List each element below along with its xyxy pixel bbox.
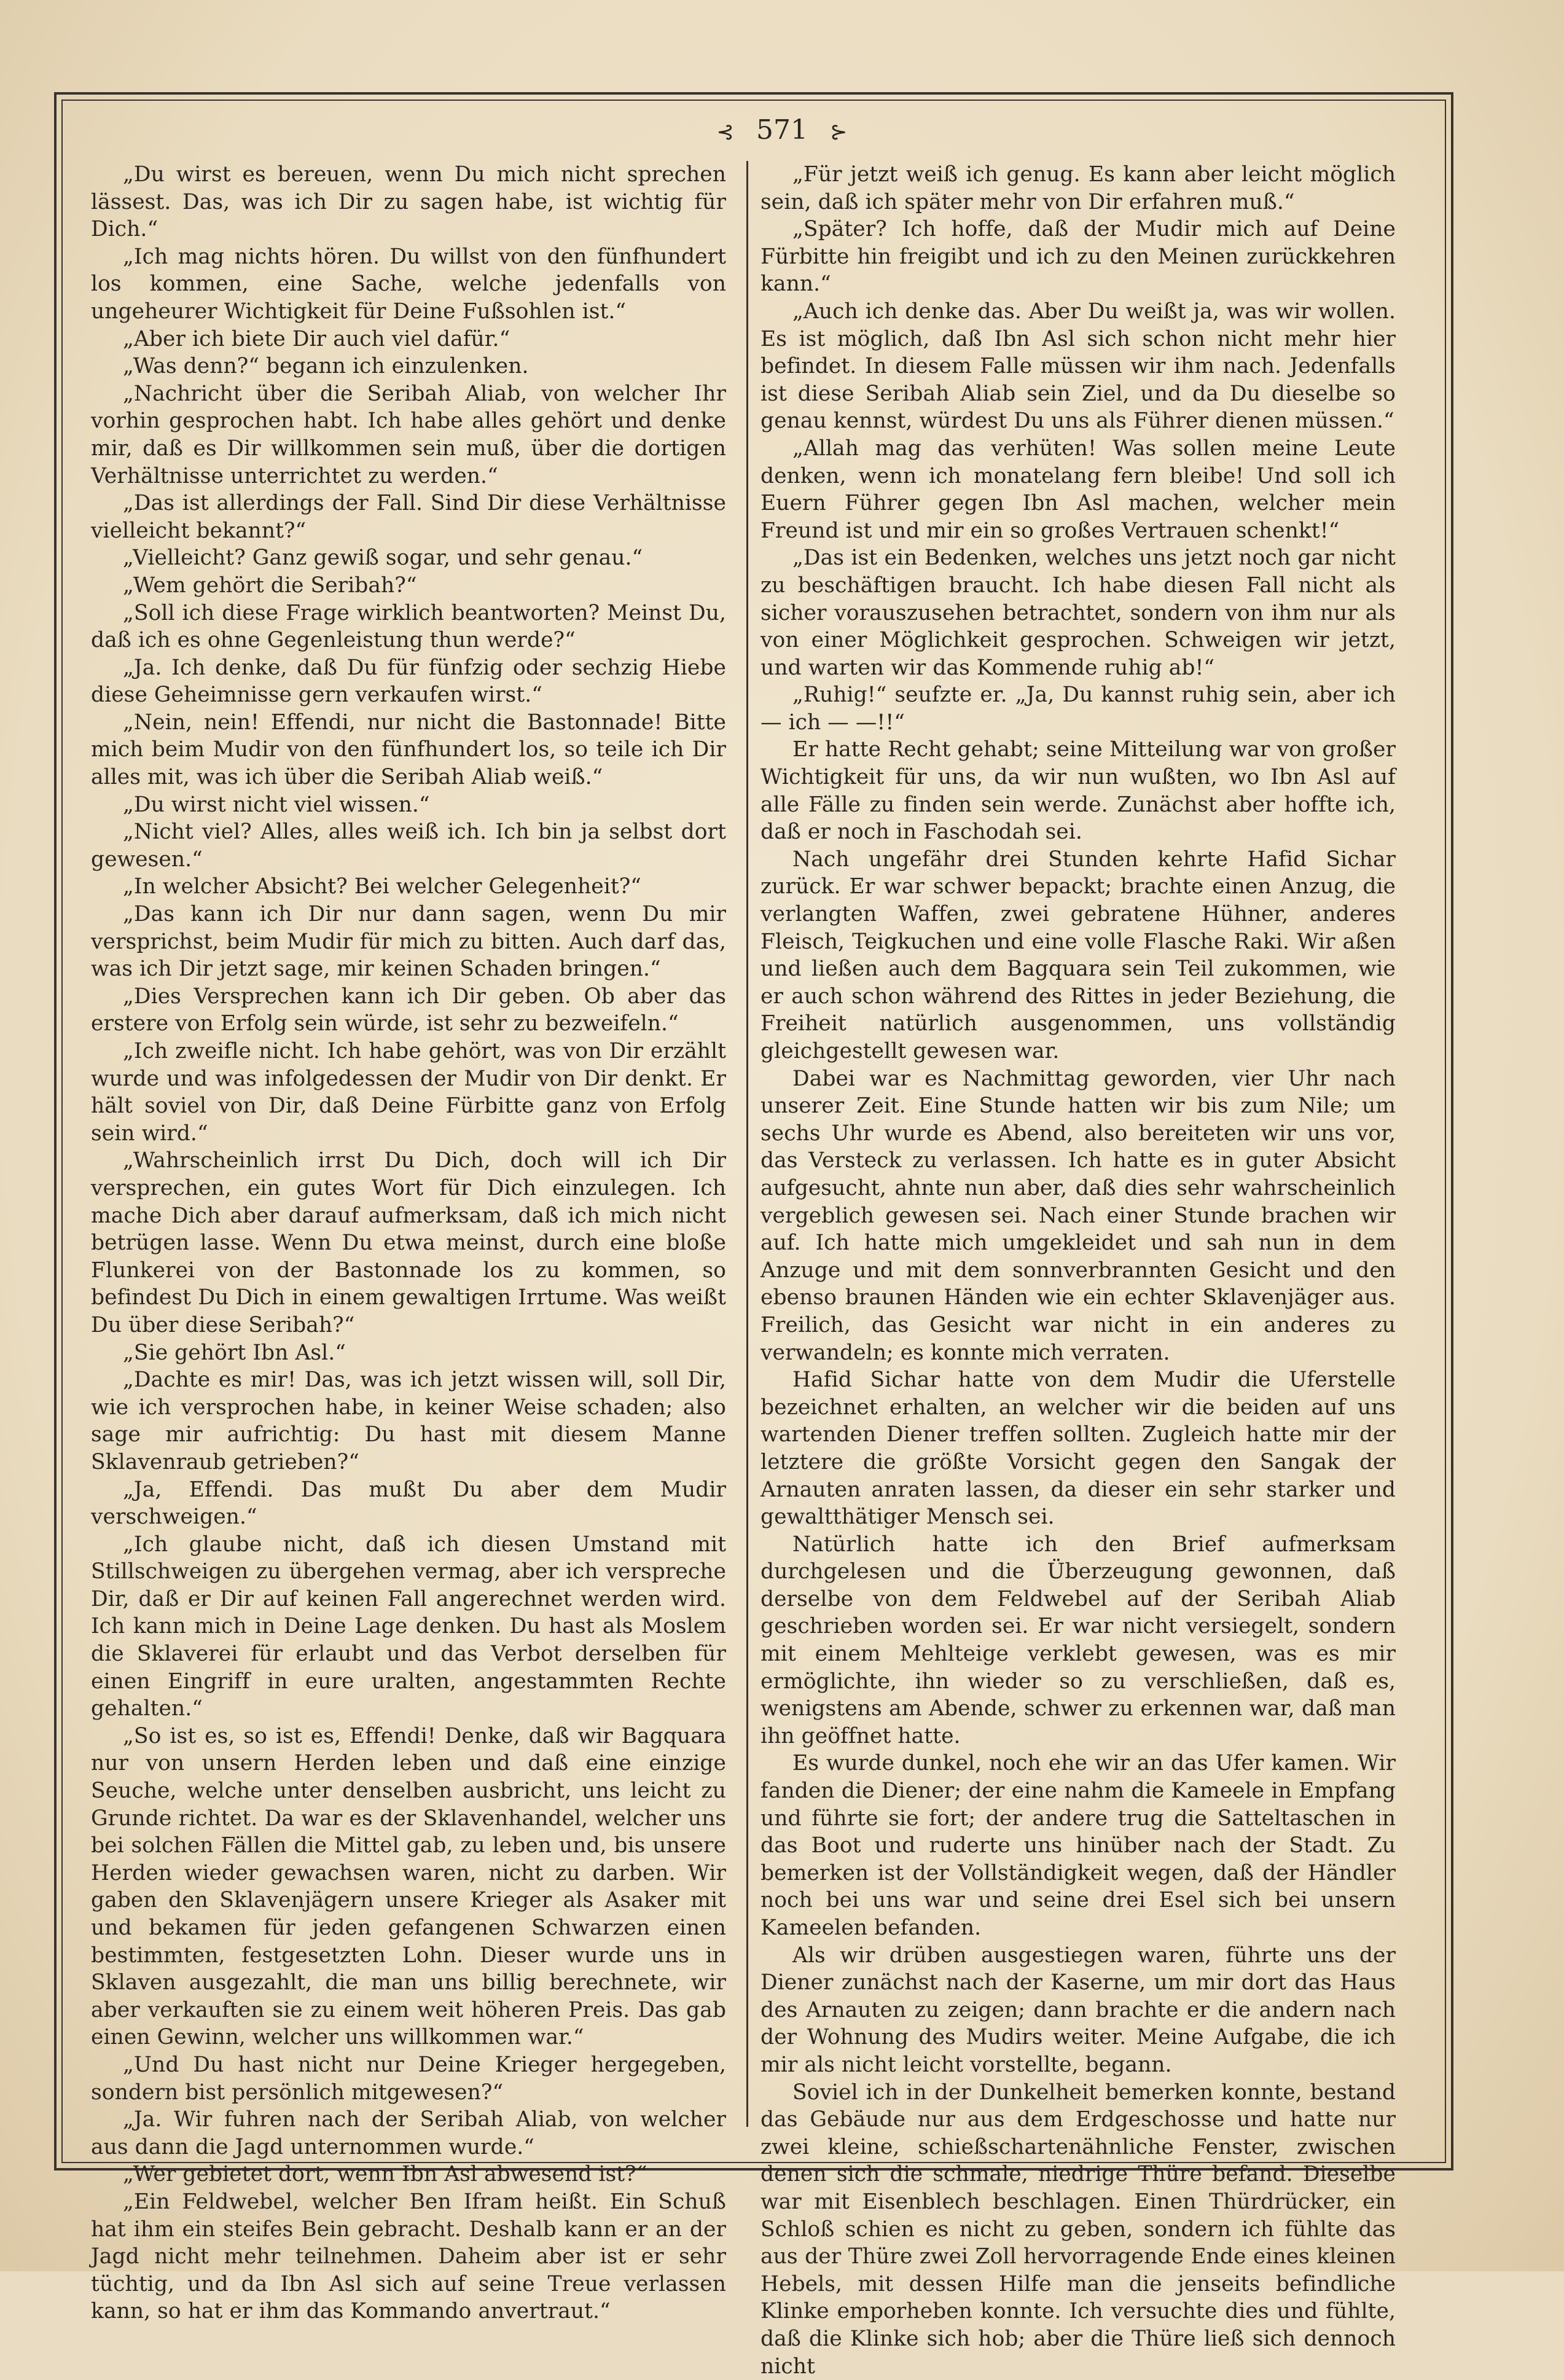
paragraph: „Nein, nein! Effendi, nur nicht die Bastonnade! Bitte mich beim Mudir von den fünfhundert los, so teile ich Dir alles mit, was ich über die Seribah Aliab weiß.“ [91, 710, 726, 790]
page-number: 571 [756, 114, 808, 146]
paragraph: „Du wirst nicht viel wissen.“ [123, 792, 430, 817]
paragraph: „Ich zweifle nicht. Ich habe gehört, was von Dir erzählt wurde und was infolgedessen der Mudir von Dir denkt. Er hält soviel von Dir, daß Deine Fürbitte ganz von Erfolg sein wird.“ [91, 1039, 726, 1146]
right-column [760, 161, 1396, 2379]
paragraph: „Du wirst es bereuen, wenn Du mich nicht sprechen lässest. Das, was ich Dir zu sagen habe, ist wichtig für Dich.“ [91, 162, 726, 242]
paragraph: „Soll ich diese Frage wirklich beantworten? Meinst Du, daß ich es ohne Gegenleistung thun werde?“ [91, 600, 726, 653]
paragraph: „Wer gebietet dort, wenn Ibn Asl abwesend ist?“ [123, 2162, 647, 2187]
paragraph: „Später? Ich hoffe, daß der Mudir mich auf Deine Fürbitte hin freigibt und ich zu den Meinen zurückkehren kann.“ [760, 217, 1396, 297]
paragraph: „In welcher Absicht? Bei welcher Gelegenheit?“ [123, 874, 641, 899]
paragraph: „Ich glaube nicht, daß ich diesen Umstand mit Stillschweigen zu übergehen vermag, aber ich verspreche Dir, daß er Dir auf keinen Fall angerechnet werden wird. Ich kann mich in Deine Lage denken. Du hast als Moslem die Sklaverei für erlaubt und das Verbot derselben für einen Eingriff in eure uralten, angestammten Rechte gehalten.“ [91, 1532, 726, 1721]
paragraph: „Wem gehört die Seribah?“ [123, 573, 417, 598]
paragraph: „Dies Versprechen kann ich Dir geben. Ob aber das erstere von Erfolg sein würde, ist sehr zu bezweifeln.“ [91, 984, 726, 1036]
paragraph: „Für jetzt weiß ich genug. Es kann aber leicht möglich sein, daß ich später mehr von Dir erfahren muß.“ [760, 162, 1396, 214]
paragraph: Nach ungefähr drei Stunden kehrte Hafid Sichar zurück. Er war schwer bepackt; brachte einen Anzug, die verlangten Waffen, zwei gebratene Hühner, anderes Fleisch, Teigkuchen und eine volle Flasche Raki. Wir aßen und ließen auch dem Bagquara sein Teil zukommen, wie er auch schon während des Rittes in jeder Beziehung, die Freiheit natürlich ausgenommen, uns vollständig gleichgestellt gewesen war. [760, 847, 1396, 1063]
paragraph: Dabei war es Nachmittag geworden, vier Uhr nach unserer Zeit. Eine Stunde hatten wir bis zum Nile; um sechs Uhr wurde es Abend, also bereiteten wir uns vor, das Versteck zu verlassen. Ich hatte es in guter Absicht aufgesucht, ahnte nun aber, daß dies sehr wahrscheinlich vergeblich gewesen sei. Nach einer Stunde brachen wir auf. Ich hatte mich umgekleidet und sah nun in dem Anzuge und mit dem sonnverbrannten Gesicht und den ebenso braunen Händen wie ein echter Sklavenjäger aus. Freilich, das Gesicht war nicht in ein anderes zu verwandeln; es konnte mich verraten. [760, 1066, 1396, 1365]
paragraph: „Ja. Wir fuhren nach der Seribah Aliab, von welcher aus dann die Jagd unternommen wurde.“ [91, 2107, 726, 2159]
paragraph: „Was denn?“ begann ich einzulenken. [123, 354, 529, 379]
paragraph: „Dachte es mir! Das, was ich jetzt wissen will, soll Dir, wie ich versprochen habe, in keiner Weise schaden; also sage mir aufrichtig: Du hast mit diesem Manne Sklavenraub getrieben?“ [91, 1368, 726, 1474]
paragraph: „Das kann ich Dir nur dann sagen, wenn Du mir versprichst, beim Mudir für mich zu bitten. Auch darf das, was ich Dir jetzt sage, mir keinen Schaden bringen.“ [91, 902, 726, 982]
paragraph: „Das ist ein Bedenken, welches uns jetzt noch gar nicht zu beschäftigen braucht. Ich habe diesen Fall nicht als sicher vorauszusehen betrachtet, sondern von ihm nur als von einer Möglichkeit gesprochen. Schweigen wir jetzt, und warten wir das Kommende ruhig ab!“ [760, 546, 1396, 680]
paragraph: „Ein Feldwebel, welcher Ben Ifram heißt. Ein Schuß hat ihm ein steifes Bein gebracht. Deshalb kann er an der Jagd nicht mehr teilnehmen. Daheim aber ist er sehr tüchtig, und da Ibn Asl sich auf seine Treue verlassen kann, so hat er ihm das Kommando anvertraut.“ [91, 2189, 726, 2324]
paragraph: „Und Du hast nicht nur Deine Krieger hergegeben, sondern bist persönlich mitgewesen?“ [91, 2052, 726, 2105]
paragraph: „Allah mag das verhüten! Was sollen meine Leute denken, wenn ich monatelang fern bleibe! Und soll ich Euern Führer gegen Ibn Asl machen, welcher mein Freund ist und mir ein so großes Vertrauen schenkt!“ [760, 436, 1396, 543]
paragraph: „Ich mag nichts hören. Du willst von den fünfhundert los kommen, eine Sache, welche jedenfalls von ungeheurer Wichtigkeit für Deine Fußsohlen ist.“ [91, 244, 726, 324]
page-header [0, 112, 1564, 149]
paragraph: Hafid Sichar hatte von dem Mudir die Uferstelle bezeichnet erhalten, an welcher wir die beiden auf uns wartenden Diener treffen sollten. Zugleich hatte mir der letztere die größte Vorsicht gegen den Sangak der Arnauten anraten lassen, da dieser ein sehr starker und gewaltthätiger Mensch sei. [760, 1368, 1396, 1530]
left-column [91, 161, 726, 2324]
paragraph: „Wahrscheinlich irrst Du Dich, doch will ich Dir versprechen, ein gutes Wort für Dich einzulegen. Ich mache Dich aber darauf aufmerksam, daß ich mich nicht betrügen lasse. Wenn Du etwa meinst, durch eine bloße Flunkerei von der Bastonnade los zu kommen, so befindest Du Dich in einem gewaltigen Irrtume. Was weißt Du über diese Seribah?“ [91, 1148, 726, 1337]
paragraph: „Ruhig!“ seufzte er. „Ja, Du kannst ruhig sein, aber ich — ich — —!!“ [760, 683, 1396, 735]
paragraph: „Auch ich denke das. Aber Du weißt ja, was wir wollen. Es ist möglich, daß Ibn Asl sich schon nicht mehr hier befindet. In diesem Falle müssen wir ihm nach. Jedenfalls ist diese Seribah Aliab sein Ziel, und da Du dieselbe so genau kennst, würdest Du uns als Führer dienen müssen.“ [760, 299, 1396, 434]
paragraph: „Ja. Ich denke, daß Du für fünfzig oder sechzig Hiebe diese Geheimnisse gern verkaufen wirst.“ [91, 655, 726, 708]
paragraph: „So ist es, so ist es, Effendi! Denke, daß wir Bagquara nur von unsern Herden leben und daß eine einzige Seuche, welche unter denselben ausbricht, uns leicht zu Grunde richtet. Da war es der Sklavenhandel, welcher uns bei solchen Fällen die Mittel gab, zu leben und, bis unsere Herden wieder gewachsen waren, nicht zu darben. Wir gaben den Sklavenjägern unsere Krieger als Asaker mit und bekamen für jeden gefangenen Schwarzen einen bestimmten, festgesetzten Lohn. Dieser wurde uns in Sklaven ausgezahlt, die man uns billig berechnete, wir aber verkauften sie zu einem weit höheren Preis. Das gab einen Gewinn, welcher uns willkommen war.“ [91, 1723, 726, 2050]
paragraph: „Sie gehört Ibn Asl.“ [123, 1340, 346, 1365]
paragraph: „Nicht viel? Alles, alles weiß ich. Ich bin ja selbst dort gewesen.“ [91, 820, 726, 872]
paragraph: Es wurde dunkel, noch ehe wir an das Ufer kamen. Wir fanden die Diener; der eine nahm die Kameele in Empfang und führte sie fort; der andere trug die Satteltaschen in das Boot und ruderte uns hinüber nach der Stadt. Zu bemerken ist der Vollständigkeit wegen, daß der Händler noch bei uns war und seine drei Esel sich bei unsern Kameelen befanden. [760, 1751, 1396, 1940]
paragraph: Als wir drüben ausgestiegen waren, führte uns der Diener zunächst nach der Kaserne, um mir dort das Haus des Arnauten zu zeigen; dann brachte er die andern nach der Wohnung des Mudirs weiter. Meine Aufgabe, die ich mir als nicht leicht vorstellte, begann. [760, 1943, 1396, 2077]
paragraph: „Aber ich biete Dir auch viel dafür.“ [123, 326, 510, 351]
ornament-right-icon: ⊱ [829, 119, 848, 144]
ornament-left-icon: ⊰ [716, 119, 734, 144]
paragraph: Soviel ich in der Dunkelheit bemerken konnte, bestand das Gebäude nur aus dem Erdgeschosse und hatte nur zwei kleine, schießschartenähnliche Fenster, zwischen denen sich die schmale, niedrige Thüre befand. Dieselbe war mit Eisenblech beschlagen. Einen Thürdrücker, ein Schloß schien es nicht zu geben, sondern ich fühlte das aus der Thüre zwei Zoll hervorragende Ende eines kleinen Hebels, mit dessen Hilfe man die jenseits befindliche Klinke emporheben konnte. Ich versuchte dies und fühlte, daß die Klinke sich hob; aber die Thüre ließ sich dennoch nicht [760, 2080, 1396, 2379]
paragraph: Natürlich hatte ich den Brief aufmerksam durchgelesen und die Überzeugung gewonnen, daß derselbe von dem Feldwebel auf der Seribah Aliab geschrieben worden sei. Er war nicht versiegelt, sondern mit einem Mehlteige verklebt gewesen, was es mir ermöglichte, ihn wieder so zu verschließen, daß es, wenigstens am Abende, schwer zu erkennen war, daß man ihn geöffnet hatte. [760, 1532, 1396, 1748]
paragraph: „Das ist allerdings der Fall. Sind Dir diese Verhältnisse vielleicht bekannt?“ [91, 491, 726, 543]
paragraph: „Nachricht über die Seribah Aliab, von welcher Ihr vorhin gesprochen habt. Ich habe alles gehört und denke mir, daß es Dir willkommen sein muß, über die dortigen Verhältnisse unterrichtet zu werden.“ [91, 381, 726, 488]
paragraph: „Vielleicht? Ganz gewiß sogar, und sehr genau.“ [123, 546, 643, 571]
column-divider [746, 161, 748, 2127]
paragraph: Er hatte Recht gehabt; seine Mitteilung war von großer Wichtigkeit für uns, da wir nun wußten, wo Ibn Asl auf alle Fälle zu finden sein werde. Zunächst aber hoffte ich, daß er noch in Faschodah sei. [760, 737, 1396, 845]
paragraph: „Ja, Effendi. Das mußt Du aber dem Mudir verschweigen.“ [91, 1477, 726, 1530]
